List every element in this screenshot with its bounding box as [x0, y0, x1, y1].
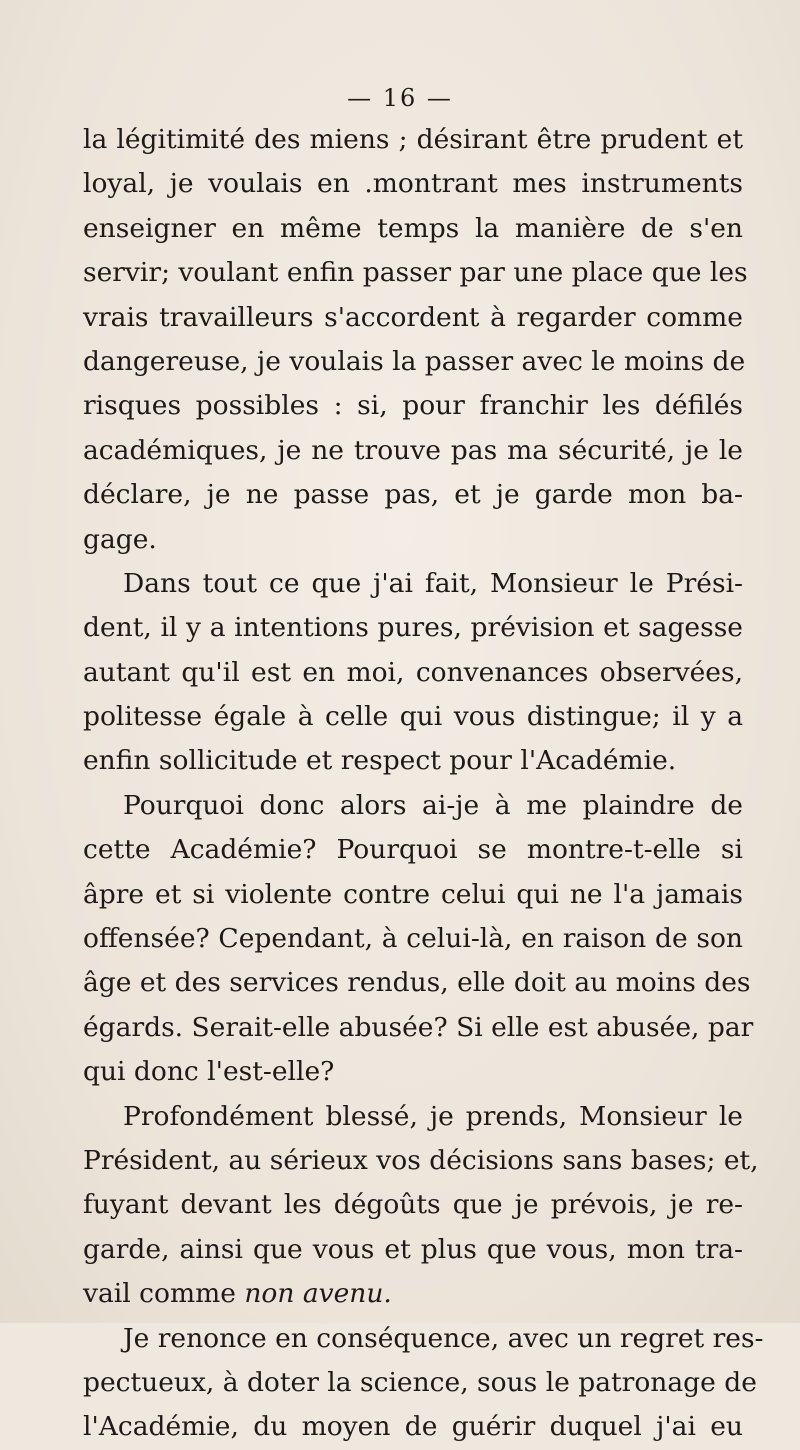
- text-line: loyal, je voulais en .montrant mes instruments: [83, 168, 743, 200]
- text-line: cette Académie? Pourquoi se montre-t-elle si: [83, 834, 743, 866]
- text-line: la légitimité des miens ; désirant être prudent et: [83, 124, 743, 155]
- text-line: l'Académie, du moyen de guérir duquel j'ai eu: [83, 1411, 743, 1443]
- text-line: qui donc l'est-elle?: [83, 1056, 335, 1088]
- text-line: déclare, je ne passe pas, et je garde mon ba-: [83, 479, 743, 511]
- text-line: autant qu'il est en moi, convenances observées,: [83, 656, 743, 688]
- text-line: fuyant devant les dégoûts que je prévois, je re-: [83, 1189, 743, 1221]
- text-line: enseigner en même temps la manière de s'en: [83, 212, 743, 244]
- text-line: politesse égale à celle qui vous distingue; il y a: [83, 701, 743, 733]
- italic-phrase: non avenu.: [244, 1278, 392, 1310]
- paragraph-start: Dans tout ce que j'ai fait, Monsieur le Prési-: [123, 567, 743, 599]
- text-run: vail comme: [83, 1278, 245, 1310]
- paragraph-start: Pourquoi donc alors ai-je à me plaindre de: [123, 789, 743, 821]
- text-line: garde, ainsi que vous et plus que vous, mon tra-: [83, 1233, 743, 1265]
- page-number: — 16 —: [347, 84, 453, 112]
- text-line: gage.: [83, 523, 157, 555]
- text-line: dangereuse, je voulais la passer avec le moins de: [83, 345, 746, 377]
- text-line: Président, au sérieux vos décisions sans bases; et,: [83, 1144, 759, 1176]
- text-line: risques possibles : si, pour franchir les défilés: [83, 390, 743, 422]
- text-line: vrais travailleurs s'accordent à regarder comme: [83, 301, 743, 333]
- text-line: servir; voulant enfin passer par une place que les: [83, 257, 748, 289]
- text-line: enfin sollicitude et respect pour l'Académie.: [83, 745, 677, 777]
- text-line: offensée? Cependant, à celui-là, en raison de son: [83, 923, 743, 955]
- text-line: égards. Serait-elle abusée? Si elle est abusée, par: [83, 1011, 754, 1043]
- text-line: académiques, je ne trouve pas ma sécurité, je le: [83, 434, 743, 466]
- text-line: dent, il y a intentions pures, prévision et sagesse: [83, 612, 743, 644]
- text-line: [83, 1272, 743, 1316]
- text-line: pectueux, à doter la science, sous le patronage de: [83, 1366, 757, 1398]
- paragraph-start: Je renonce en conséquence, avec un regret res-: [123, 1322, 764, 1354]
- text-line: âge et des services rendus, elle doit au moins des: [83, 967, 751, 999]
- body-text: [83, 118, 764, 1450]
- text-line: âpre et si violente contre celui qui ne l'a jamais: [83, 878, 743, 910]
- paragraph-start: Profondément blessé, je prends, Monsieur le: [123, 1100, 743, 1132]
